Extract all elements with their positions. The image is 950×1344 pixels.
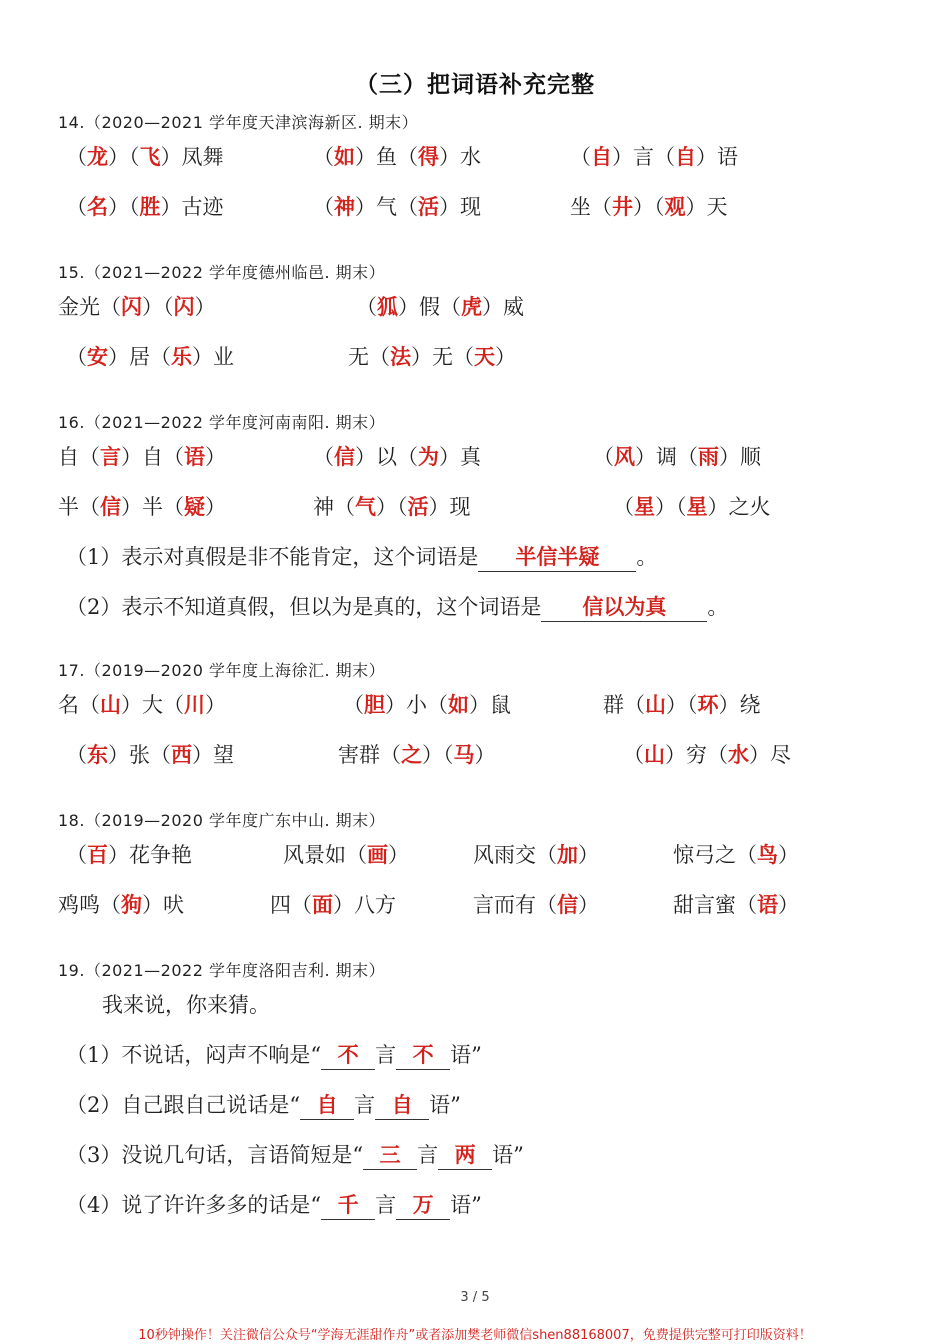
answer: 气 bbox=[355, 494, 376, 519]
answer: 胜 bbox=[139, 194, 161, 219]
answer: 信 bbox=[100, 494, 121, 519]
answer: 川 bbox=[184, 692, 205, 717]
question-19-header: 19.（2021—2022 学年度洛阳吉利. 期末） bbox=[58, 961, 386, 980]
answer: 狐 bbox=[377, 294, 398, 319]
question-14-header: 14.（2020—2021 学年度天津滨海新区. 期末） bbox=[58, 113, 419, 132]
answer: 言 bbox=[100, 444, 121, 469]
answer: 胆 bbox=[364, 692, 385, 717]
answer-blank: 不 bbox=[321, 1041, 375, 1070]
answer: 名 bbox=[87, 194, 108, 219]
answer: 面 bbox=[312, 892, 333, 917]
answer-blank: 自 bbox=[375, 1091, 429, 1120]
answer: 活 bbox=[407, 494, 429, 519]
question-17-header: 17.（2019—2020 学年度上海徐汇. 期末） bbox=[58, 661, 386, 680]
answer: 安 bbox=[87, 344, 108, 369]
answer: 狗 bbox=[121, 892, 142, 917]
answer: 虎 bbox=[461, 294, 482, 319]
answer-blank: 自 bbox=[300, 1091, 354, 1120]
answer: 法 bbox=[390, 344, 411, 369]
answer: 神 bbox=[334, 194, 355, 219]
answer-blank: 信以为真 bbox=[541, 593, 707, 622]
answer: 语 bbox=[184, 444, 205, 469]
question-15-header: 15.（2021—2022 学年度德州临邑. 期末） bbox=[58, 263, 386, 282]
answer: 水 bbox=[728, 742, 749, 767]
answer: 星 bbox=[686, 494, 708, 519]
answer: 之 bbox=[401, 742, 422, 767]
page-number: 3 / 5 bbox=[460, 1290, 490, 1305]
answer: 百 bbox=[87, 842, 108, 867]
answer-blank: 半信半疑 bbox=[478, 543, 636, 572]
answer: 龙 bbox=[87, 144, 108, 169]
question-18-header: 18.（2019—2020 学年度广东中山. 期末） bbox=[58, 811, 386, 830]
answer: 语 bbox=[757, 892, 778, 917]
answer: 得 bbox=[418, 144, 439, 169]
answer: 闪 bbox=[173, 294, 195, 319]
answer: 飞 bbox=[139, 144, 161, 169]
answer: 乐 bbox=[171, 344, 192, 369]
answer: 环 bbox=[697, 692, 719, 717]
answer: 天 bbox=[474, 344, 495, 369]
answer: 山 bbox=[645, 692, 666, 717]
answer: 疑 bbox=[184, 494, 205, 519]
answer: 活 bbox=[418, 194, 439, 219]
answer: 信 bbox=[334, 444, 355, 469]
answer: 自 bbox=[591, 144, 612, 169]
answer: 星 bbox=[634, 494, 655, 519]
answer: 雨 bbox=[698, 444, 719, 469]
answer: 鸟 bbox=[757, 842, 778, 867]
promo-footer: 10秒钟操作！关注微信公众号“学海无涯甜作舟”或者添加樊老师微信shen88168007，免费提供完整可打印版资料！ bbox=[138, 1328, 812, 1343]
answer: 画 bbox=[367, 842, 388, 867]
answer: 风 bbox=[614, 444, 635, 469]
answer: 如 bbox=[448, 692, 469, 717]
answer: 加 bbox=[557, 842, 578, 867]
answer-blank: 两 bbox=[438, 1141, 492, 1170]
page-title: （三）把词语补充完整 bbox=[355, 71, 595, 98]
answer: 西 bbox=[171, 742, 192, 767]
answer: 观 bbox=[664, 194, 686, 219]
answer: 如 bbox=[334, 144, 355, 169]
question-16-header: 16.（2021—2022 学年度河南南阳. 期末） bbox=[58, 413, 386, 432]
answer: 闪 bbox=[121, 294, 142, 319]
answer: 山 bbox=[644, 742, 665, 767]
answer: 为 bbox=[418, 444, 439, 469]
answer: 自 bbox=[675, 144, 696, 169]
answer: 山 bbox=[100, 692, 121, 717]
answer-blank: 千 bbox=[321, 1191, 375, 1220]
answer-blank: 不 bbox=[396, 1041, 450, 1070]
answer: 井 bbox=[612, 194, 633, 219]
answer: 马 bbox=[453, 742, 475, 767]
answer: 信 bbox=[557, 892, 578, 917]
answer-blank: 三 bbox=[363, 1141, 417, 1170]
answer-blank: 万 bbox=[396, 1191, 450, 1220]
answer: 东 bbox=[87, 742, 108, 767]
